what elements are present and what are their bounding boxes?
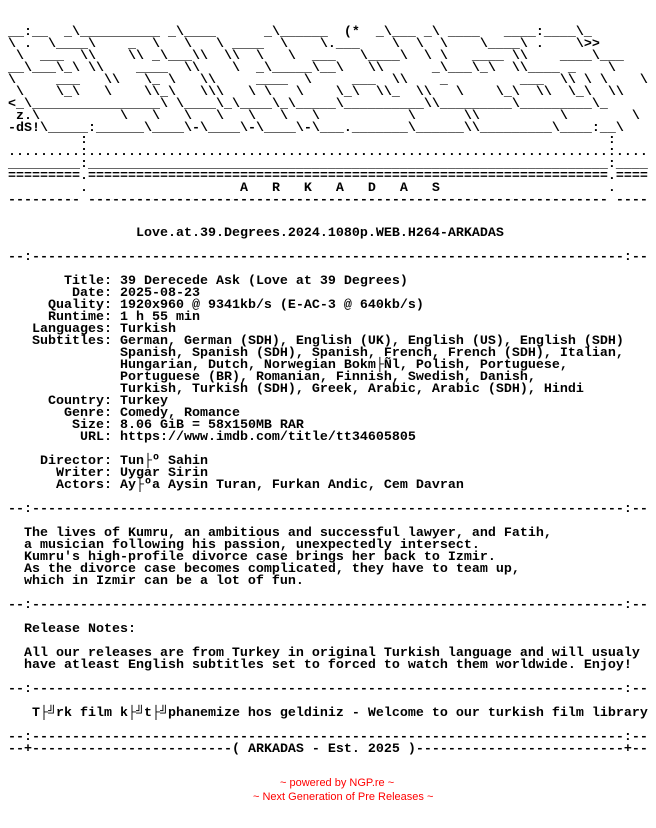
- info-value: 1 h 55 min: [119, 310, 200, 325]
- info-value: 8.06 GiB = 58x150MB RAR: [119, 418, 304, 433]
- banner-line: =========.=================================================================.====: [8, 169, 648, 184]
- info-value: Ay├ºa Aysin Turan, Furkan Andic, Cem Davran: [119, 478, 464, 493]
- banner-line: : :: [8, 133, 616, 148]
- plot-line: The lives of Kumru, an ambitious and successful lawyer, and Fatih,: [23, 526, 552, 541]
- ascii-banner: [8, 135, 656, 207]
- separator: --:--------------------------------------------------------------------------:--: [8, 250, 648, 265]
- info-label: Actors:: [55, 478, 112, 493]
- info-section: [8, 276, 656, 492]
- release-name: Love.at.39.Degrees.2024.1080p.WEB.H264-ARKADAS: [135, 226, 504, 241]
- ascii-logo: [8, 27, 656, 135]
- banner-title-line: . A R K A D A S .: [8, 181, 616, 196]
- info-value: German, German (SDH), English (UK), English (US), English (SDH): [119, 334, 624, 349]
- info-value: Uygar Sirin: [119, 466, 208, 481]
- ascii-logo-line: \ ___ \\ \_ \ \\ ____ \ ___ \\ _ ___ \\ \ \ \: [8, 73, 648, 88]
- subtitles-continued: Hungarian, Dutch, Norwegian Bokm├Ñl, Polish, Portuguese,: [119, 358, 568, 373]
- ascii-logo-line: -dS!\_____:______\____\-\____\-\____\-\___._______\______\\_________\____:__\: [8, 121, 624, 136]
- nfo-body: [8, 228, 656, 756]
- info-label: Title:: [63, 274, 112, 289]
- footer-separator: --+-------------------------( ARKADAS - Est. 2025 )--------------------------+--: [8, 742, 648, 757]
- plot-section: [8, 528, 656, 588]
- info-label: Languages:: [31, 322, 112, 337]
- info-row-actors: [8, 480, 656, 492]
- separator: --:--------------------------------------------------------------------------:--: [8, 682, 648, 697]
- info-label: Director:: [39, 454, 112, 469]
- subtitles-continued: Spanish, Spanish (SDH), Spanish, French, French (SDH), Italian,: [119, 346, 624, 361]
- info-value: Tun├º Sahin: [119, 454, 208, 469]
- info-value: 1920x960 @ 9341kb/s (E-AC-3 @ 640kb/s): [119, 298, 424, 313]
- info-label: URL:: [79, 430, 112, 445]
- info-label: Genre:: [63, 406, 112, 421]
- release-notes-line: have atleast English subtitles set to forced to watch them worldwide. Enjoy!: [23, 658, 632, 673]
- subtitles-continued: Turkish, Turkish (SDH), Greek, Arabic, Arabic (SDH), Hindi: [119, 382, 584, 397]
- ascii-logo-line: __:__ _\__________ _\____ _\______ (* _\___ _\ ____ ____:____\_: [8, 25, 592, 40]
- ascii-logo-line: \ . \____\ _ \ \ \ ____ \ \.___ \ \ \ \____\ . \>>: [8, 37, 600, 52]
- tagline-credit: ~ Next Generation of Pre Releases ~: [253, 791, 434, 803]
- plot-line: Kumru's high-profile divorce case brings her back to Izmir.: [23, 550, 496, 565]
- ascii-logo-line: z.\ \ \ \ \ \ \ \ \ \\ \ \: [8, 109, 640, 124]
- nfo-header: [8, 27, 656, 207]
- release-notes-heading: Release Notes:: [23, 622, 136, 637]
- subtitles-continued: Portuguese (BR), Romanian, Finnish, Swedish, Danish,: [119, 370, 536, 385]
- plot-line: As the divorce case becomes complicated, they have to team up,: [23, 562, 520, 577]
- separator: --:--------------------------------------------------------------------------:--: [8, 502, 648, 517]
- info-value: Turkey: [119, 394, 168, 409]
- release-notes-section: [8, 624, 656, 672]
- info-row-url: [8, 432, 656, 444]
- info-label: Writer:: [55, 466, 112, 481]
- banner-line: --------- ----------------------------------------------------------------- ----: [8, 193, 648, 208]
- ascii-logo-line: <_\________________\ \____\_\____\_\_____\__________\\_________\_________\_: [8, 97, 608, 112]
- ascii-logo-line: \ ___ \\ \\ _\___\\ \\ \ \ ___ \____\ \ \ ____ \\ ____\___: [8, 49, 624, 64]
- info-value: 2025-08-23: [119, 286, 200, 301]
- ascii-logo-line: \ \_\ \ \\_\ \\\ \ \ \ \_\ \\_ \\ \ \_\ \\ \_\ \\: [8, 85, 624, 100]
- info-value: Turkish: [119, 322, 176, 337]
- ascii-logo-line: __\___\_\ \\ ____ \\ \ _\_____\__\ \\ _\___\_\ \\____ _ \: [8, 61, 616, 76]
- imdb-url: https://www.imdb.com/title/tt34605805: [119, 430, 416, 445]
- banner-line: _________:_________________________________________________________________:____: [8, 157, 648, 172]
- plot-line: a musician following his passion, unexpectedly intersect.: [23, 538, 480, 553]
- info-label: Size:: [71, 418, 112, 433]
- banner-line: .........:.................................................................:....: [8, 145, 648, 160]
- info-label: Runtime:: [47, 310, 112, 325]
- plot-line: which in Izmir can be a lot of fun.: [23, 574, 304, 589]
- info-value: 39 Derecede Ask (Love at 39 Degrees): [119, 274, 408, 289]
- info-label: Date:: [71, 286, 112, 301]
- release-notes-line: All our releases are from Turkey in original Turkish language and will usualy: [23, 646, 640, 661]
- welcome-message: T├╝rk film k├╝t├╝phanemize hos geldiniz - Welcome to our turkish film library: [31, 706, 648, 721]
- info-label: Quality:: [47, 298, 112, 313]
- separator: --:--------------------------------------------------------------------------:--: [8, 598, 648, 613]
- info-label: Subtitles:: [31, 334, 112, 349]
- powered-by-credit: ~ powered by NGP.re ~: [280, 777, 395, 789]
- separator: --:--------------------------------------------------------------------------:--: [8, 730, 648, 745]
- info-value: Comedy, Romance: [119, 406, 240, 421]
- info-label: Country:: [47, 394, 112, 409]
